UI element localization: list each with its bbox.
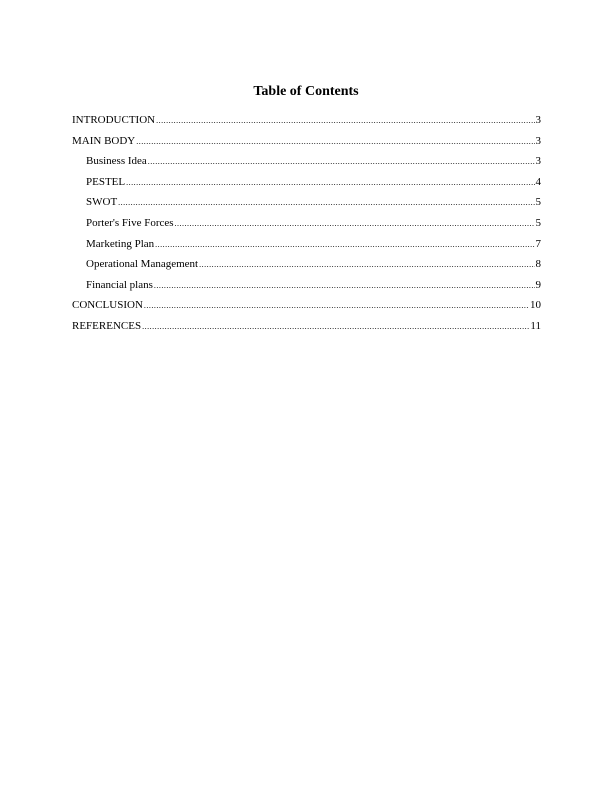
toc-dot-leader	[136, 135, 534, 148]
toc-entry-label: CONCLUSION	[72, 299, 143, 312]
toc-dot-leader	[175, 217, 535, 230]
toc-entry-label: PESTEL	[86, 175, 126, 188]
toc-entry-swot[interactable]	[72, 196, 541, 217]
toc-entry-pestel[interactable]	[72, 176, 541, 197]
toc-entry-page-number: 3	[535, 114, 541, 126]
toc-entry-marketing-plan[interactable]	[72, 238, 541, 259]
toc-entry-page-number: 8	[535, 258, 541, 271]
toc-entry-main-body[interactable]	[72, 135, 541, 156]
toc-dot-leader	[126, 176, 534, 189]
toc-entry-page-number: 5	[535, 216, 541, 229]
toc-title: Table of Contents	[253, 84, 359, 99]
toc-dot-leader	[144, 299, 529, 312]
toc-entry-label: MAIN BODY	[72, 134, 136, 147]
toc-entry-business-idea[interactable]	[72, 155, 541, 176]
toc-entry-page-number: 11	[530, 319, 541, 332]
toc-entry-porters-five-forces[interactable]	[72, 217, 541, 238]
toc-entry-page-number: 3	[535, 155, 541, 168]
toc-dot-leader	[118, 196, 534, 209]
toc-dot-leader	[154, 279, 535, 292]
toc-entry-label: Operational Management	[86, 258, 199, 271]
toc-entry-page-number: 5	[535, 196, 541, 209]
toc-dot-leader	[156, 114, 534, 127]
toc-entry-label: Marketing Plan	[86, 237, 155, 250]
toc-entry-label: INTRODUCTION	[72, 114, 156, 126]
toc-entry-page-number: 4	[535, 175, 541, 188]
toc-dot-leader	[155, 238, 534, 251]
toc-list	[72, 114, 541, 341]
toc-entry-page-number: 9	[535, 278, 541, 291]
toc-entry-label: SWOT	[86, 196, 118, 209]
toc-entry-label: REFERENCES	[72, 319, 142, 332]
toc-entry-page-number: 10	[530, 299, 541, 312]
toc-entry-label: Business Idea	[86, 155, 147, 168]
toc-dot-leader	[148, 155, 535, 168]
toc-entry-label: Financial plans	[86, 278, 153, 291]
toc-entry-operational-management[interactable]	[72, 258, 541, 279]
toc-entry-introduction[interactable]	[72, 114, 541, 135]
toc-entry-references[interactable]	[72, 320, 541, 341]
toc-entry-label: Porter's Five Forces	[86, 216, 174, 229]
toc-entry-page-number: 7	[535, 237, 541, 250]
toc-entry-page-number: 3	[535, 134, 541, 147]
toc-dot-leader	[199, 258, 534, 271]
toc-entry-financial-plans[interactable]	[72, 279, 541, 300]
toc-entry-conclusion[interactable]	[72, 299, 541, 320]
toc-dot-leader	[142, 320, 529, 333]
